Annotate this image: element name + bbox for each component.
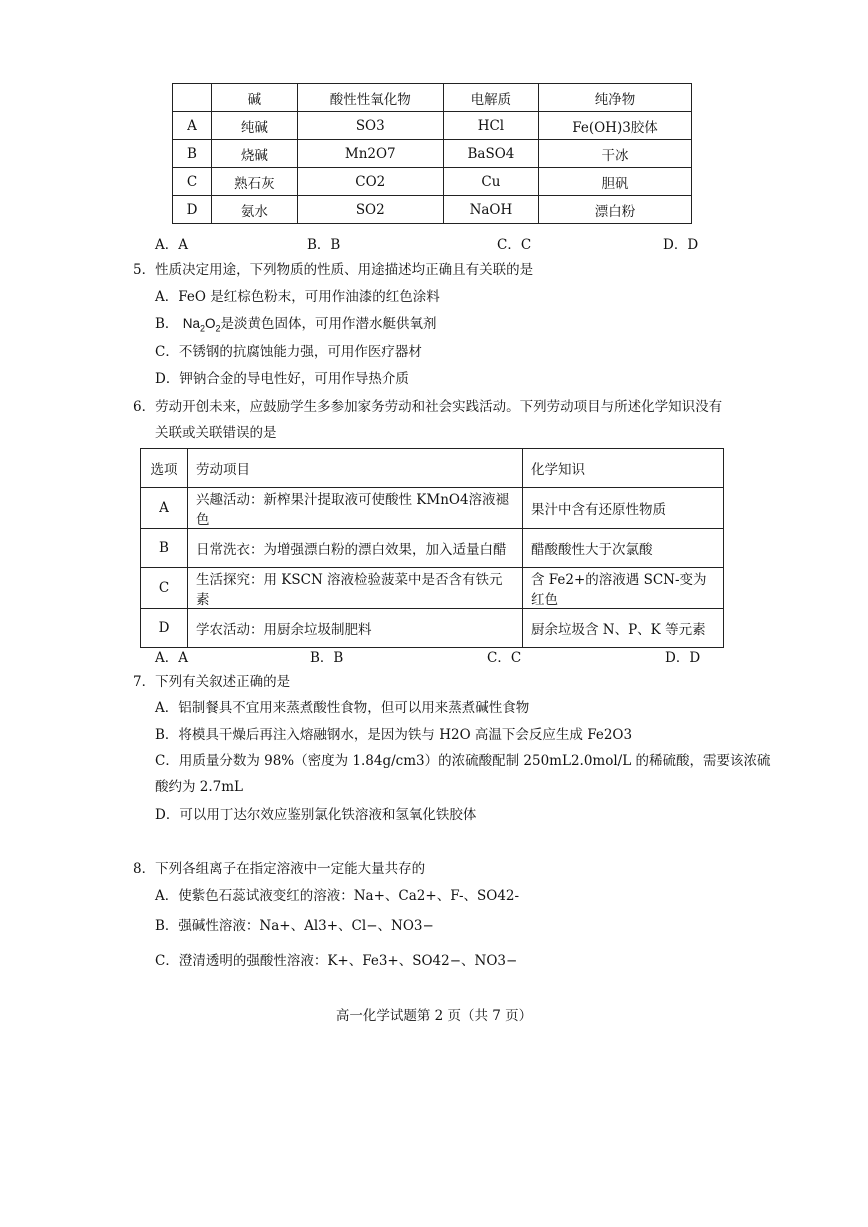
q8-stem: 8．下列各组离子在指定溶液中一定能大量共存的 [133,861,426,877]
cell: HCl [443,112,538,140]
row-label: B [173,140,212,168]
table-header-cell: 电解质 [443,84,538,112]
cell: 干冰 [539,140,692,168]
table-header-row [141,449,724,488]
cell: 胆矾 [539,168,692,196]
cell: 含 Fe2+的溶液遇 SCN-变为红色 [523,568,724,609]
q6-stem-line1: 6．劳动开创未来，应鼓励学生多参加家务劳动和社会实践活动。下列劳动项目与所述化学知识没有 [133,399,723,415]
row-label: A [141,488,188,529]
q6-options [155,646,755,664]
formula-part: Na [182,316,200,331]
option-text: 是淡黄色固体，可用作潜水艇供氧剂 [220,316,437,332]
q7-option-c[interactable]: C．用质量分数为 98%（密度为 1.84g/cm3）的浓硫酸配制 250mL2.0mol/L 的稀硫酸，需要该浓硫 [155,753,771,769]
table-header-cell: 纯净物 [539,84,692,112]
cell: 纯碱 [212,112,298,140]
option-b[interactable]: B．B [310,650,344,666]
cell: 兴趣活动：新榨果汁提取液可使酸性 KMnO4溶液褪色 [188,488,523,529]
table-header-cell: 碱 [212,84,298,112]
cell: Fe(OH)3胶体 [539,112,692,140]
cell: Cu [443,168,538,196]
option-a[interactable]: A．A [155,650,188,666]
row-label: D [173,196,212,224]
option-c[interactable]: C．C [497,237,532,253]
q8-option-a[interactable]: A．使紫色石蕊试液变红的溶液：Na+、Ca2+、F-、SO42- [155,888,520,904]
table-row [173,112,692,140]
option-d[interactable]: D．D [663,237,699,253]
cell: 厨余垃圾含 N、P、K 等元素 [523,609,724,648]
table-header-cell: 化学知识 [523,449,724,488]
row-label: B [141,529,188,568]
cell: 漂白粉 [539,196,692,224]
table-header-cell: 酸性性氧化物 [297,84,443,112]
cell: SO2 [297,196,443,224]
table-header-row [173,84,692,112]
formula-subscript: 2 [215,323,221,334]
q8-option-b[interactable]: B．强碱性溶液：Na+、Al3+、Cl−、NO3− [155,918,434,934]
chem-formula [182,316,221,334]
cell: Mn2O7 [297,140,443,168]
cell: SO3 [297,112,443,140]
table-row [141,488,724,529]
cell: BaSO4 [443,140,538,168]
cell: 日常洗衣：为增强漂白粉的漂白效果，加入适量白醋 [188,529,523,568]
q7-option-b[interactable]: B．将模具干燥后再注入熔融钢水，是因为铁与 H2O 高温下会反应生成 Fe2O3 [155,727,633,743]
table-header-cell [173,84,212,112]
q7-option-c-cont: 酸约为 2.7mL [155,779,244,795]
q5-option-a[interactable]: A．FeO 是红棕色粉末，可用作油漆的红色涂料 [155,289,440,305]
q7-stem: 7．下列有关叙述正确的是 [133,674,291,690]
cell: CO2 [297,168,443,196]
formula-subscript: 2 [199,323,205,334]
cell: 氨水 [212,196,298,224]
table-header-cell: 选项 [141,449,188,488]
row-label: D [141,609,188,648]
table-row [173,140,692,168]
q4-options [155,233,755,251]
cell: 烧碱 [212,140,298,168]
q5-option-c[interactable]: C．不锈钢的抗腐蚀能力强，可用作医疗器材 [155,344,422,360]
option-prefix: B． [155,316,179,332]
option-a[interactable]: A．A [155,237,188,253]
labor-table [140,448,724,648]
page-footer: 高一化学试题第 2 页（共 7 页） [335,1008,533,1024]
cell: 果汁中含有还原性物质 [523,488,724,529]
q7-option-d[interactable]: D．可以用丁达尔效应鉴别氯化铁溶液和氢氧化铁胶体 [155,807,477,823]
classification-table [172,83,692,224]
q5-option-d[interactable]: D．钾钠合金的导电性好，可用作导热介质 [155,371,409,387]
cell: NaOH [443,196,538,224]
q6-stem-line2: 关联或关联错误的是 [155,425,277,441]
row-label: C [173,168,212,196]
table-row [141,529,724,568]
cell: 学农活动：用厨余垃圾制肥料 [188,609,523,648]
table-row [141,609,724,648]
table-row [141,568,724,609]
option-d[interactable]: D．D [665,650,701,666]
q7-option-a[interactable]: A．铝制餐具不宜用来蒸煮酸性食物，但可以用来蒸煮碱性食物 [155,700,530,716]
table-row [173,168,692,196]
cell: 醋酸酸性大于次氯酸 [523,529,724,568]
q5-option-b[interactable] [155,315,437,338]
row-label: C [141,568,188,609]
option-c[interactable]: C．C [487,650,522,666]
formula-part: O [205,316,216,331]
row-label: A [173,112,212,140]
q8-option-c[interactable]: C．澄清透明的强酸性溶液：K+、Fe3+、SO42−、NO3− [155,953,518,969]
q5-stem: 5．性质决定用途，下列物质的性质、用途描述均正确且有关联的是 [133,262,534,278]
table-header-cell: 劳动项目 [188,449,523,488]
cell: 生活探究：用 KSCN 溶液检验菠菜中是否含有铁元素 [188,568,523,609]
cell: 熟石灰 [212,168,298,196]
table-row [173,196,692,224]
option-b[interactable]: B．B [307,237,341,253]
